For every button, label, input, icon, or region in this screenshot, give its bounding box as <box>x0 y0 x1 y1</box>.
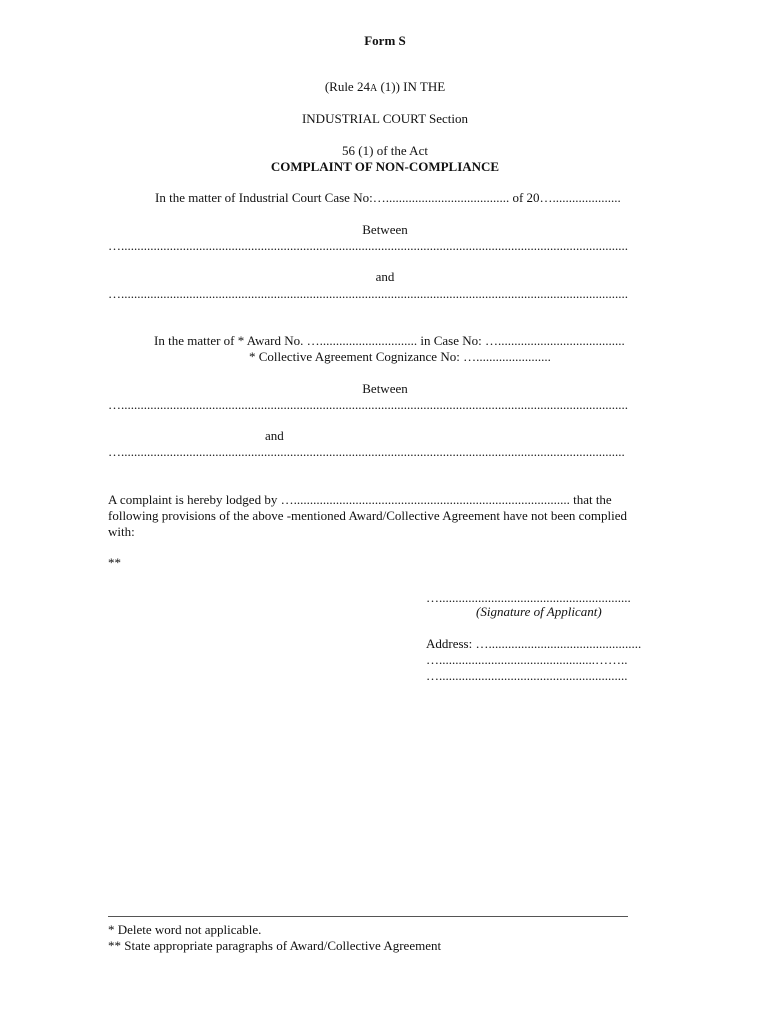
provisions-marker: ** <box>108 555 121 570</box>
case-matter-line: In the matter of Industrial Court Case No:…...................................... of 20…..................... <box>155 190 621 205</box>
signature-field: …........................................................... <box>426 590 631 605</box>
award-matter-line: In the matter of * Award No. ….............................. in Case No: …....................................... <box>154 333 625 348</box>
complaint-title: COMPLAINT OF NON-COMPLIANCE <box>270 159 500 174</box>
award-party2-field: …........................................................................................................................................................... <box>108 444 625 459</box>
footnote-divider <box>108 916 628 917</box>
form-title: Form S <box>364 33 406 48</box>
complaint-line-1: A complaint is hereby lodged by …..................................................................................... that the <box>108 492 612 507</box>
footnote-2: ** State appropriate paragraphs of Award/Collective Agreement <box>108 938 442 953</box>
complaint-line-3: with: <box>108 524 135 539</box>
case-between-label: Between <box>362 222 408 237</box>
rule-reference-start: (Rule 24 <box>324 79 370 94</box>
signature-label: (Signature of Applicant) <box>476 604 602 619</box>
cognizance-line: * Collective Agreement Cognizance No: …....................... <box>249 349 551 364</box>
footnote-1: * Delete word not applicable. <box>108 922 262 937</box>
court-line: INDUSTRIAL COURT Section <box>301 111 469 126</box>
award-and-label: and <box>265 428 284 443</box>
case-party1-field: …............................................................................................................................................................ <box>108 238 628 253</box>
rule-reference <box>0 79 770 95</box>
award-party1-field: …............................................................................................................................................................ <box>108 397 628 412</box>
award-between-label: Between <box>362 381 408 396</box>
address-line-2: …................................................…….. <box>426 652 628 667</box>
address-line-3: ….......................................................... <box>426 668 628 683</box>
case-and-label: and <box>375 269 395 284</box>
case-party2-field: …............................................................................................................................................................ <box>108 286 628 301</box>
rule-reference-end: (1)) IN THE <box>377 79 446 94</box>
act-line: 56 (1) of the Act <box>342 143 428 158</box>
rule-reference-letter: A <box>369 83 378 94</box>
address-line-1: Address: …............................................... <box>426 636 642 651</box>
complaint-line-2: following provisions of the above -mentioned Award/Collective Agreement have not been complied <box>108 508 628 523</box>
